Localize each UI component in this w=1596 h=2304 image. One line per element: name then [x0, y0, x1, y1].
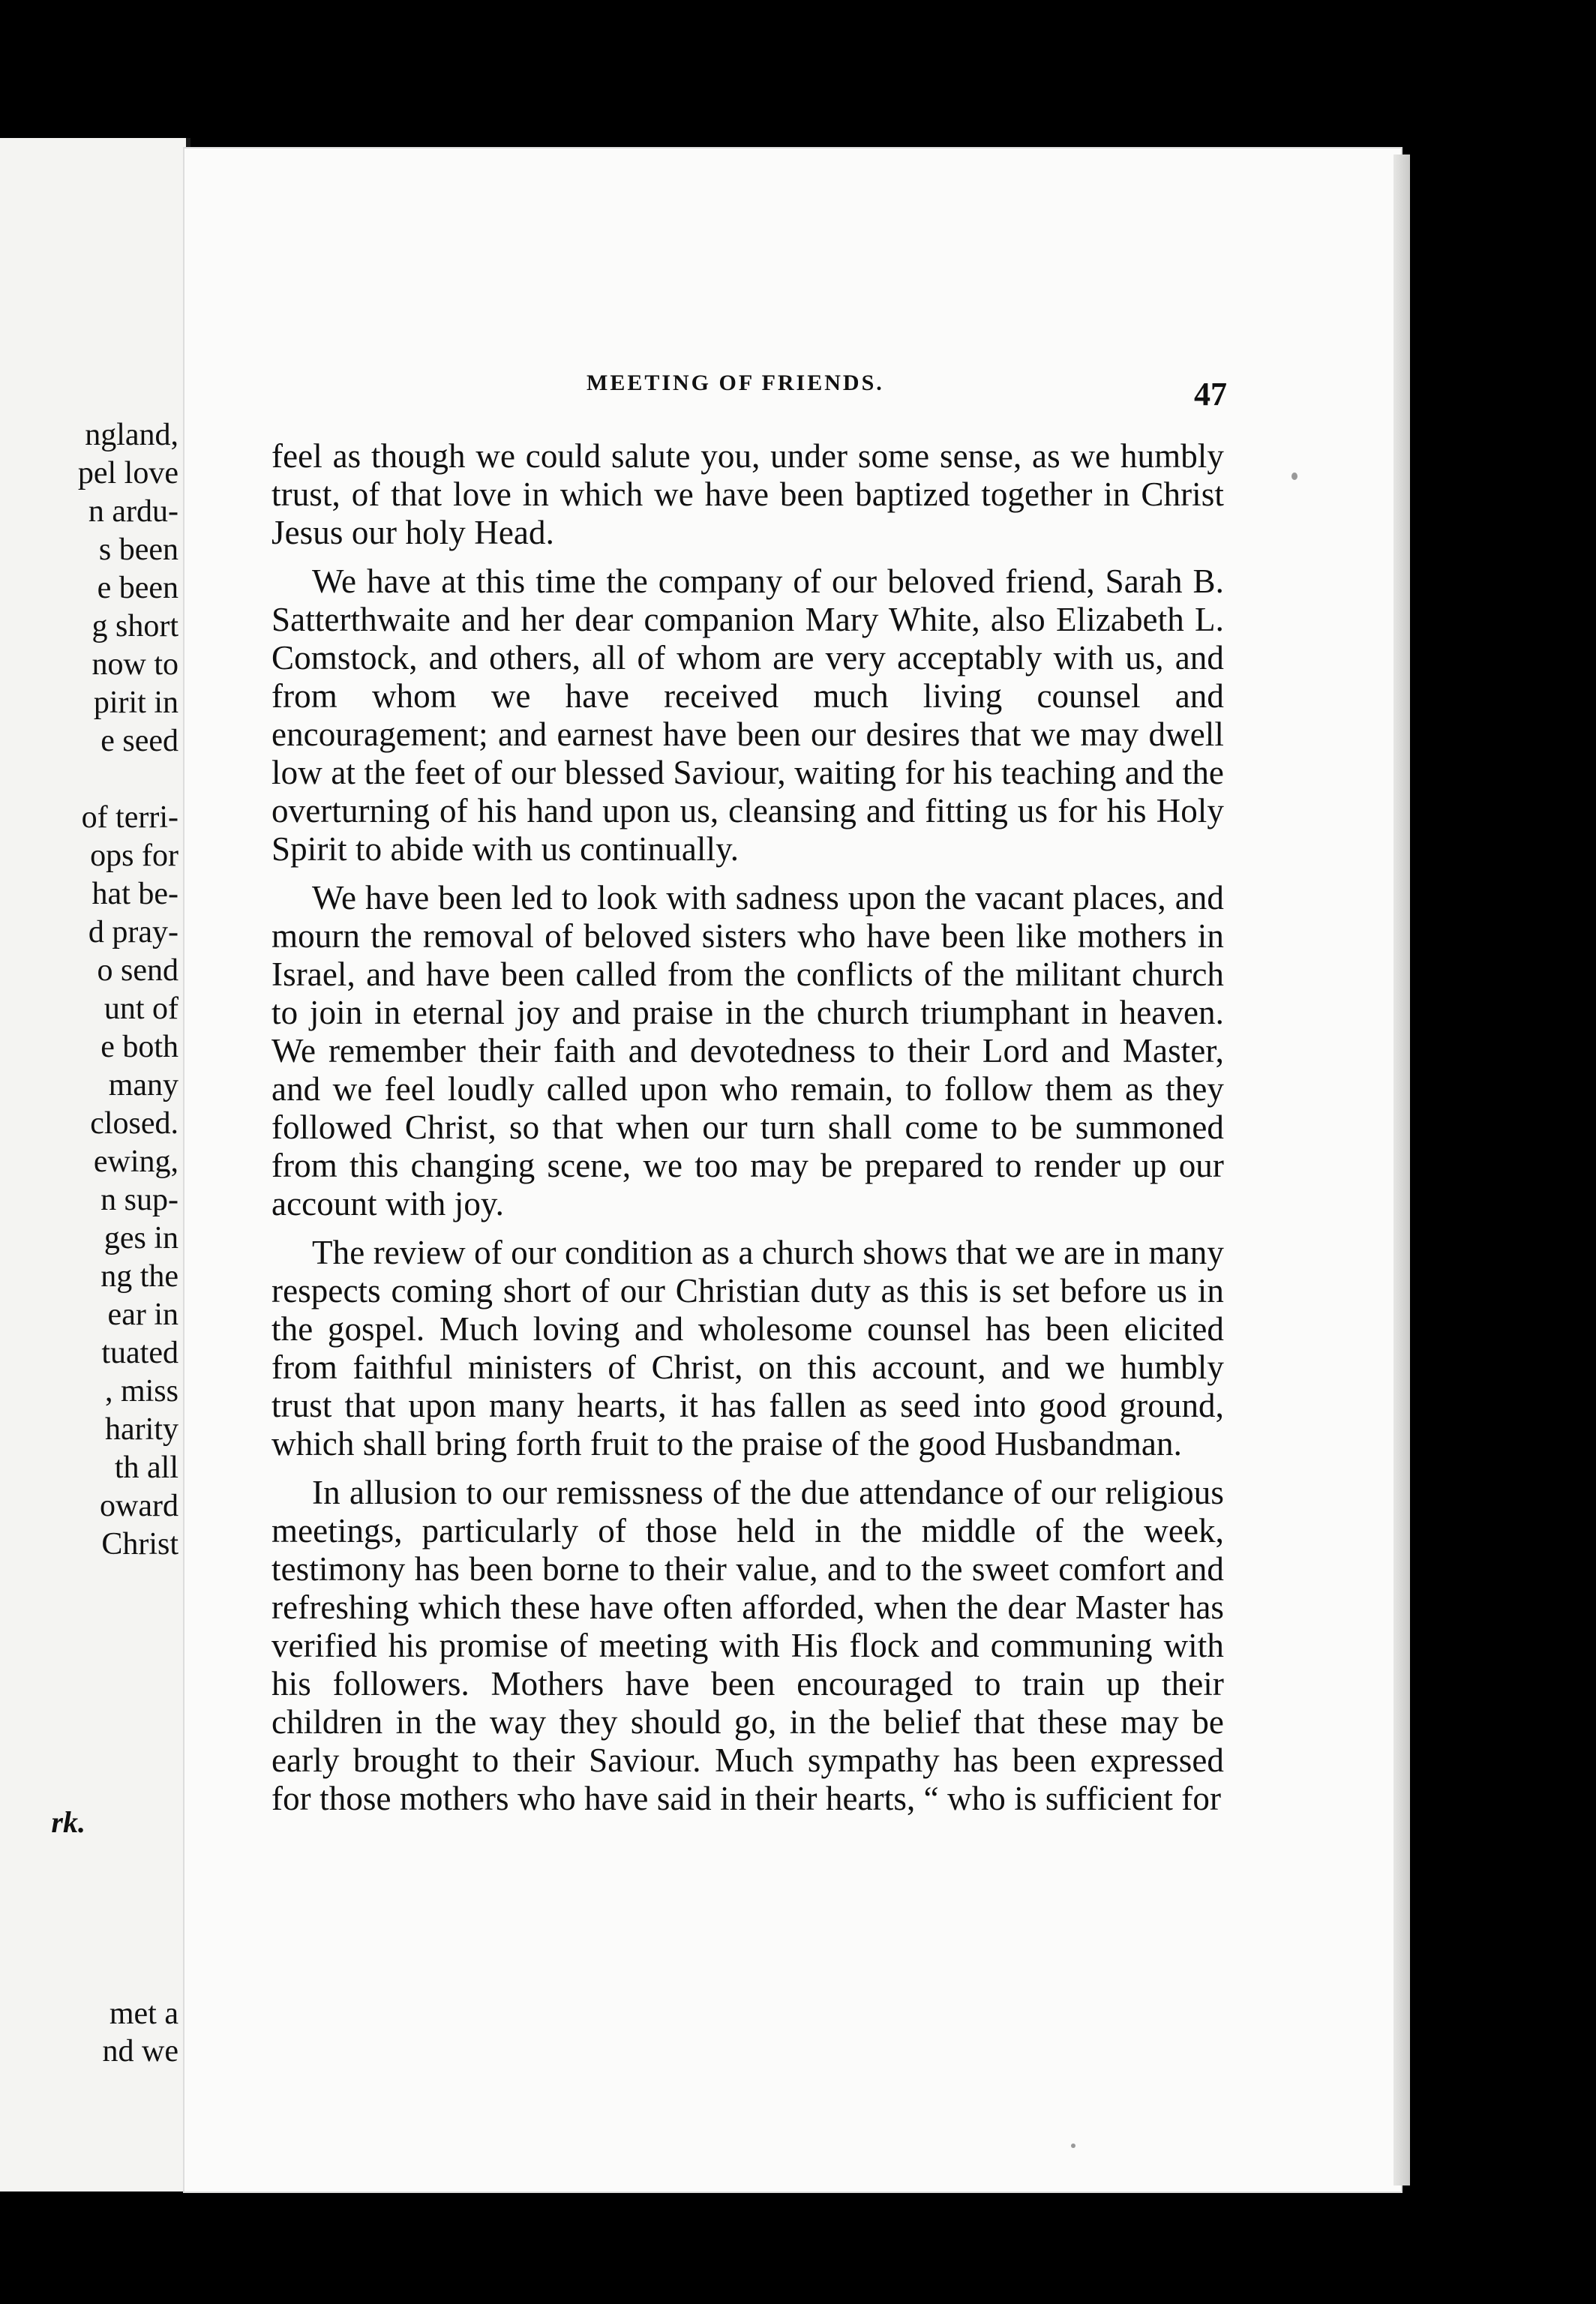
left-page-text	[78, 416, 178, 1564]
left-page-line: hat be-	[92, 877, 178, 911]
left-page-line: s been	[98, 532, 178, 567]
left-page-line: e seed	[100, 724, 178, 758]
left-page-line: g short	[92, 609, 178, 644]
left-page-line: many	[108, 1068, 178, 1102]
left-page-line: pel love	[77, 456, 178, 490]
left-page-line: , miss	[104, 1374, 178, 1408]
left-page-line: unt of	[104, 992, 178, 1026]
left-page-line: ng the	[100, 1259, 178, 1294]
left-page-line: met a	[109, 1996, 178, 2031]
page-number: 47	[1194, 376, 1227, 412]
paper-speck	[1071, 2144, 1076, 2148]
left-page	[0, 138, 190, 2192]
left-page-line	[78, 760, 178, 799]
left-page-line: o send	[97, 953, 178, 988]
left-page-line: now to	[92, 647, 178, 682]
paragraph: We have at this time the company of our beloved friend, Sarah B. Satterthwaite and her dear companion Mary White, also Elizabeth L. Comstock, and others, all of whom are very acceptably with us, and from whom we have received much living counsel and encouragement; and earnest have been our desires that we may dwell low at the feet of our blessed Saviour, waiting for his teaching and the overturning of his hand upon us, cleansing and fitting us for his Holy Spirit to abide with us continually.	[272, 562, 1224, 868]
left-page-line: ges in	[104, 1221, 178, 1256]
left-page-line: ops for	[90, 838, 178, 873]
left-page-line: Christ	[101, 1527, 178, 1562]
paper-speck	[1292, 472, 1298, 480]
left-page-line: pirit in	[93, 686, 178, 720]
paragraph: feel as though we could salute you, under some sense, as we humbly trust, of that love in which we have been baptized together in Christ Jesus our holy Head.	[272, 437, 1224, 551]
left-page-line: ear in	[107, 1298, 178, 1332]
left-page-line: ngland,	[85, 418, 178, 452]
left-page-line: d pray-	[88, 915, 178, 950]
left-page-line: of terri-	[81, 800, 178, 835]
left-page-line: e both	[100, 1030, 178, 1064]
left-page-signature: rk.	[51, 1805, 86, 1839]
left-page-line: ewing,	[93, 1144, 178, 1179]
page-edge	[1394, 154, 1410, 2186]
left-page-line: th all	[114, 1450, 178, 1485]
left-page-line: e been	[97, 571, 178, 605]
left-page-bottom-text	[103, 1995, 178, 2070]
paragraph: We have been led to look with sadness upon the vacant places, and mourn the removal of beloved sisters who have been like mothers in Israel, and have been called from the conflicts of the militant church to join in eternal joy and praise in the church triumphant in heaven. We remember their faith and devotedness to their Lord and Master, and we feel loudly called upon who remain, to follow them as they followed Christ, so that when our turn shall come to be summoned from this changing scene, we too may be prepared to render up our account with joy.	[272, 879, 1224, 1222]
paragraph: The review of our condition as a church shows that we are in many respects coming short of our Christian duty as this is set before us in the gospel. Much loving and wholesome counsel has been elicited from faithful ministers of Christ, on this account, and we humbly trust that upon many hearts, it has fallen as seed into good ground, which shall bring forth fruit to the praise of the good Husbandman.	[272, 1234, 1224, 1462]
left-page-line: n ardu-	[88, 494, 178, 529]
left-page-line: n sup-	[100, 1183, 178, 1217]
paragraph: In allusion to our remissness of the due attendance of our religious meetings, particularly of those held in the middle of the week, testimony has been borne to their value, and to the sweet comfort and refreshing which these have often afforded, when the dear Master has verified his promise of meeting with His flock and communing with his followers. Mothers have been encouraged to train up their children in the way they should go, in the belief that these may be early brought to their Saviour. Much sympathy has been expressed for those mothers who have said in their hearts, “ who is sufficient for	[272, 1474, 1224, 1817]
left-page-line: oward	[100, 1489, 178, 1523]
running-head: MEETING OF FRIENDS.	[586, 370, 884, 395]
left-page-line: nd we	[102, 2034, 178, 2068]
body-text	[272, 437, 1224, 1818]
left-page-line: tuated	[101, 1336, 178, 1370]
left-page-line: harity	[105, 1412, 178, 1447]
left-page-line: closed.	[90, 1106, 178, 1141]
